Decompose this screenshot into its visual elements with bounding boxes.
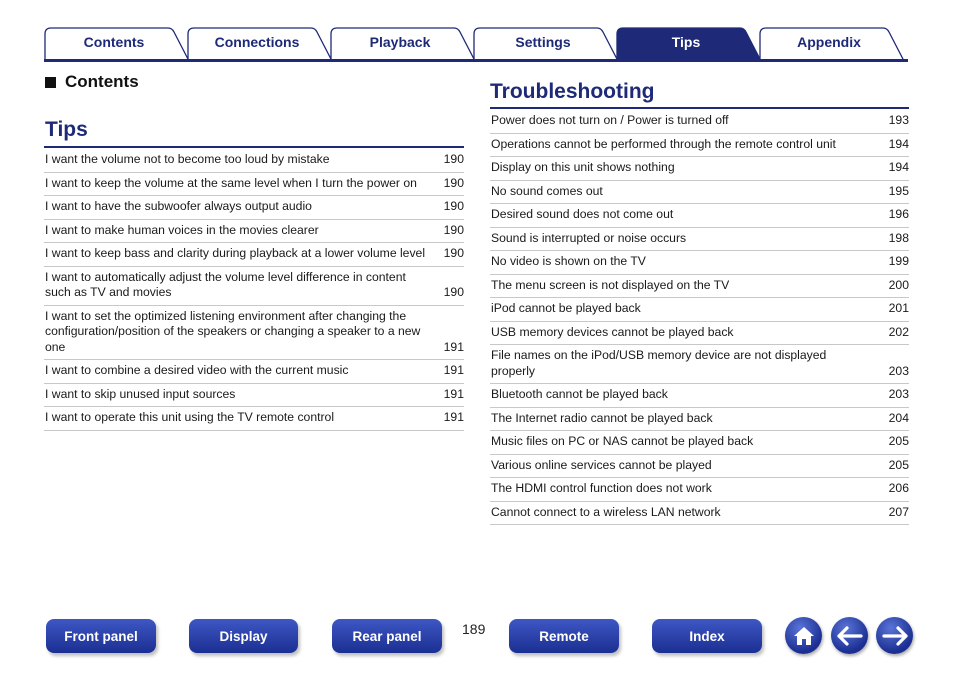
troubleshooting-item[interactable] xyxy=(490,204,909,228)
tab-label: Tips xyxy=(671,34,701,50)
item-text: Desired sound does not come out xyxy=(491,207,674,221)
item-page: 198 xyxy=(888,230,909,245)
troubleshooting-list xyxy=(490,110,909,525)
troubleshooting-item[interactable] xyxy=(490,408,909,432)
item-page: 193 xyxy=(888,113,909,127)
item-text: iPod cannot be played back xyxy=(491,301,641,315)
item-text: I want to automatically adjust the volume level difference in content such as TV and movies xyxy=(45,269,406,299)
item-text: Cannot connect to a wireless LAN network xyxy=(491,504,721,519)
home-button[interactable] xyxy=(785,617,822,654)
item-text: I want to have the subwoofer always output audio xyxy=(45,199,312,213)
troubleshooting-item[interactable] xyxy=(490,345,909,384)
display-button[interactable]: Display xyxy=(189,619,298,653)
troubleshooting-item[interactable] xyxy=(490,251,909,275)
item-page: 190 xyxy=(443,285,464,299)
item-page: 199 xyxy=(888,254,909,268)
item-text: Various online services cannot be played xyxy=(491,457,712,472)
troubleshooting-item[interactable] xyxy=(490,455,909,479)
item-page: 201 xyxy=(888,301,909,315)
tab-label: Appendix xyxy=(797,34,861,50)
troubleshooting-item[interactable] xyxy=(490,298,909,322)
troubleshooting-item[interactable] xyxy=(490,134,909,158)
tab-label: Settings xyxy=(515,34,571,50)
item-text: No video is shown on the TV xyxy=(491,254,646,268)
item-page: 207 xyxy=(888,504,909,519)
item-page: 191 xyxy=(443,339,464,354)
tab-appendix[interactable] xyxy=(759,27,905,61)
item-text: I want to keep the volume at the same level when I turn the power on xyxy=(45,175,417,190)
tips-item[interactable] xyxy=(44,360,464,384)
tips-item[interactable] xyxy=(44,243,464,267)
item-text: Operations cannot be performed through the remote control unit xyxy=(491,136,836,151)
arrow-left-icon xyxy=(837,626,863,646)
item-page: 203 xyxy=(888,363,909,378)
item-text: No sound comes out xyxy=(491,183,603,198)
item-text: USB memory devices cannot be played back xyxy=(491,324,734,339)
tab-label: Contents xyxy=(83,34,145,50)
item-text: Power does not turn on / Power is turned off xyxy=(491,113,729,127)
troubleshooting-item[interactable] xyxy=(490,502,909,526)
item-page: 203 xyxy=(888,387,909,401)
home-icon xyxy=(792,625,816,647)
back-button[interactable] xyxy=(831,617,868,654)
tab-baseline xyxy=(44,59,908,62)
item-page: 195 xyxy=(888,183,909,198)
tips-title: Tips xyxy=(45,118,88,141)
item-page: 194 xyxy=(888,136,909,151)
item-page: 190 xyxy=(443,175,464,190)
tips-item[interactable] xyxy=(44,306,464,361)
item-text: Music files on PC or NAS cannot be played back xyxy=(491,434,754,448)
item-page: 200 xyxy=(888,277,909,292)
remote-button[interactable]: Remote xyxy=(509,619,619,653)
troubleshooting-item[interactable] xyxy=(490,322,909,346)
item-text: I want to set the optimized listening environment after changing the configuration/position of the speakers or changing a speaker to a new one xyxy=(45,308,421,354)
item-text: I want to keep bass and clarity during playback at a lower volume level xyxy=(45,246,426,260)
troubleshooting-item[interactable] xyxy=(490,157,909,181)
item-page: 190 xyxy=(443,199,464,213)
troubleshooting-item[interactable] xyxy=(490,275,909,299)
tab-connections[interactable] xyxy=(187,27,333,61)
troubleshooting-item[interactable] xyxy=(490,228,909,252)
item-page: 191 xyxy=(443,410,464,424)
troubleshooting-item[interactable] xyxy=(490,110,909,134)
troubleshooting-title: Troubleshooting xyxy=(490,80,655,103)
item-page: 202 xyxy=(888,324,909,339)
item-page: 191 xyxy=(443,386,464,401)
item-page: 190 xyxy=(443,152,464,166)
front-panel-button[interactable]: Front panel xyxy=(46,619,156,653)
tips-item[interactable] xyxy=(44,220,464,244)
item-page: 204 xyxy=(888,410,909,425)
square-bullet-icon xyxy=(45,77,56,88)
item-text: The HDMI control function does not work xyxy=(491,481,712,495)
arrow-right-icon xyxy=(882,626,908,646)
contents-link[interactable] xyxy=(45,71,139,93)
item-text: I want to skip unused input sources xyxy=(45,386,236,401)
item-page: 191 xyxy=(443,363,464,377)
troubleshooting-item[interactable] xyxy=(490,181,909,205)
item-text: The menu screen is not displayed on the TV xyxy=(491,277,730,292)
forward-button[interactable] xyxy=(876,617,913,654)
item-page: 194 xyxy=(888,160,909,174)
item-page: 196 xyxy=(888,207,909,221)
item-text: I want to make human voices in the movies clearer xyxy=(45,222,319,237)
page-number: 189 xyxy=(462,621,486,637)
tips-item[interactable] xyxy=(44,267,464,306)
tab-contents[interactable] xyxy=(44,27,190,61)
item-text: I want to combine a desired video with the current music xyxy=(45,363,349,377)
item-page: 205 xyxy=(888,457,909,472)
tab-label: Playback xyxy=(369,34,431,50)
rear-panel-button[interactable]: Rear panel xyxy=(332,619,442,653)
tips-item[interactable] xyxy=(44,173,464,197)
troubleshooting-item[interactable] xyxy=(490,384,909,408)
item-page: 205 xyxy=(888,434,909,448)
item-page: 190 xyxy=(443,246,464,260)
index-button[interactable]: Index xyxy=(652,619,762,653)
tips-item[interactable] xyxy=(44,149,464,173)
troubleshooting-item[interactable] xyxy=(490,431,909,455)
item-text: Sound is interrupted or noise occurs xyxy=(491,230,687,245)
tips-list xyxy=(44,149,464,431)
item-page: 206 xyxy=(888,481,909,495)
tab-playback[interactable] xyxy=(330,27,476,61)
troubleshooting-item[interactable] xyxy=(490,478,909,502)
tab-tips[interactable] xyxy=(616,27,762,61)
item-text: Display on this unit shows nothing xyxy=(491,160,675,174)
tips-item[interactable] xyxy=(44,196,464,220)
item-page: 190 xyxy=(443,222,464,237)
item-text: The Internet radio cannot be played back xyxy=(491,410,713,425)
tab-label: Connections xyxy=(214,34,300,50)
item-text: Bluetooth cannot be played back xyxy=(491,387,668,401)
item-text: I want to operate this unit using the TV remote control xyxy=(45,410,335,424)
tab-settings[interactable] xyxy=(473,27,619,61)
tab-bar xyxy=(0,0,954,64)
contents-link-label: Contents xyxy=(65,72,139,91)
item-text: File names on the iPod/USB memory device are not displayed properly xyxy=(491,348,827,378)
tips-item[interactable] xyxy=(44,384,464,408)
tips-item[interactable] xyxy=(44,407,464,431)
item-text: I want the volume not to become too loud by mistake xyxy=(45,152,330,166)
troubleshooting-rule xyxy=(490,107,909,109)
tips-rule xyxy=(44,146,464,148)
